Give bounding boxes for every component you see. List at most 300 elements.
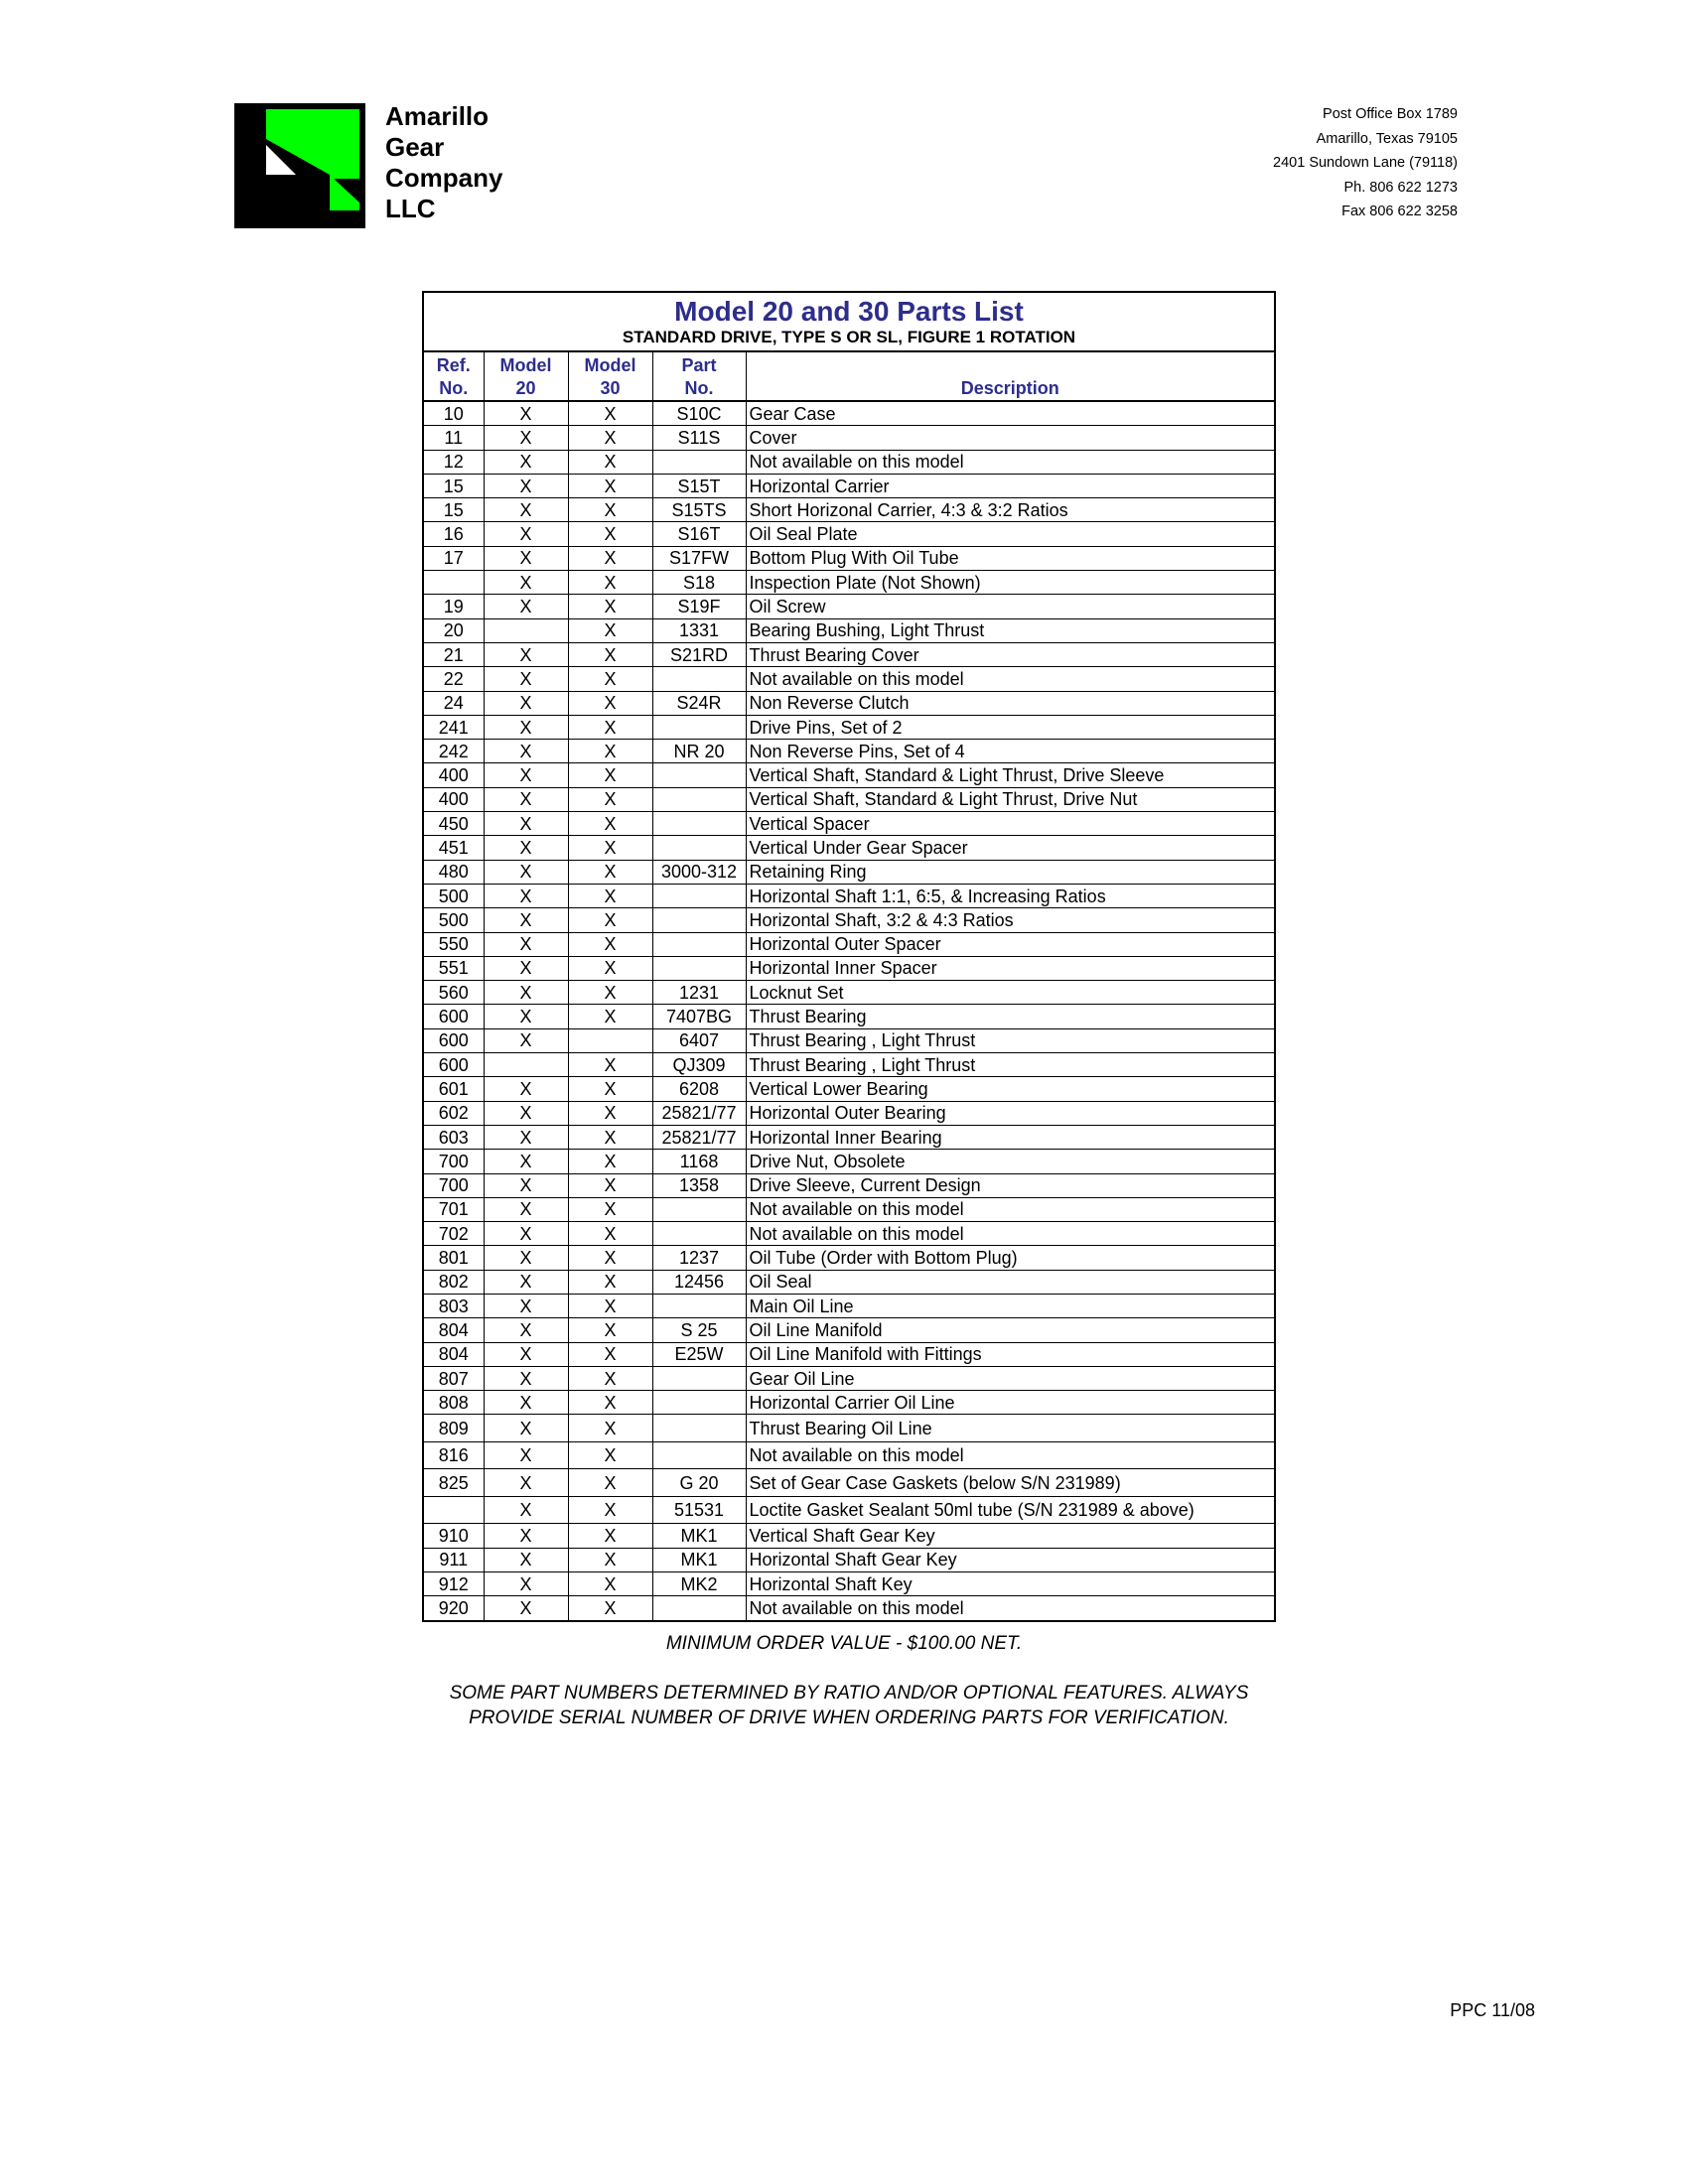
- cell-model-20: X: [484, 860, 568, 884]
- cell-ref-no: 808: [424, 1391, 484, 1415]
- cell-description: Not available on this model: [746, 1197, 1274, 1221]
- cell-ref-no: 702: [424, 1222, 484, 1246]
- table-row: [424, 1318, 1274, 1342]
- cell-description: Main Oil Line: [746, 1294, 1274, 1317]
- cell-model-20: X: [484, 1391, 568, 1415]
- cell-model-20: X: [484, 1125, 568, 1149]
- cell-description: Oil Line Manifold with Fittings: [746, 1342, 1274, 1366]
- cell-model-30: X: [568, 1150, 652, 1173]
- cell-part-no: 1168: [652, 1150, 746, 1173]
- table-row: [424, 836, 1274, 860]
- table-row: [424, 1366, 1274, 1390]
- company-name-line: Amarillo: [385, 101, 490, 131]
- cell-ref-no: 16: [424, 522, 484, 546]
- parts-table-header: [424, 352, 1274, 401]
- header-part-no: Part No.: [652, 352, 746, 401]
- ordering-note-line: SOME PART NUMBERS DETERMINED BY RATIO AND/OR OPTIONAL FEATURES. ALWAYS: [449, 1683, 1249, 1704]
- address-street: 2401 Sundown Lane (79118): [1273, 155, 1458, 171]
- cell-ref-no: 911: [424, 1548, 484, 1571]
- cell-ref-no: 807: [424, 1366, 484, 1390]
- cell-description: Horizontal Carrier: [746, 474, 1274, 497]
- table-row: [424, 1415, 1274, 1442]
- ordering-note: [397, 1681, 1301, 1730]
- cell-description: Retaining Ring: [746, 860, 1274, 884]
- cell-ref-no: 601: [424, 1077, 484, 1101]
- cell-description: Thrust Bearing , Light Thrust: [746, 1053, 1274, 1077]
- cell-part-no: S18: [652, 571, 746, 595]
- cell-model-30: X: [568, 498, 652, 522]
- cell-model-30: X: [568, 618, 652, 642]
- cell-ref-no: 600: [424, 1053, 484, 1077]
- cell-model-30: X: [568, 522, 652, 546]
- cell-model-30: X: [568, 546, 652, 570]
- cell-ref-no: 600: [424, 1005, 484, 1028]
- cell-model-20: X: [484, 1101, 568, 1125]
- address-po-box: Post Office Box 1789: [1323, 106, 1458, 122]
- cell-model-30: X: [568, 932, 652, 956]
- cell-model-30: X: [568, 860, 652, 884]
- cell-part-no: [652, 1222, 746, 1246]
- cell-model-30: X: [568, 836, 652, 860]
- cell-part-no: MK2: [652, 1572, 746, 1596]
- table-row: [424, 1222, 1274, 1246]
- cell-description: Vertical Under Gear Spacer: [746, 836, 1274, 860]
- cell-part-no: [652, 1441, 746, 1469]
- company-name-line: Company: [385, 163, 503, 193]
- cell-part-no: E25W: [652, 1342, 746, 1366]
- cell-ref-no: 803: [424, 1294, 484, 1317]
- table-row: [424, 1524, 1274, 1548]
- table-row: [424, 595, 1274, 618]
- table-row: [424, 546, 1274, 570]
- cell-part-no: [652, 1294, 746, 1317]
- cell-ref-no: 21: [424, 642, 484, 666]
- cell-model-20: X: [484, 787, 568, 811]
- cell-part-no: 1237: [652, 1246, 746, 1270]
- cell-model-20: X: [484, 1496, 568, 1524]
- cell-model-20: X: [484, 642, 568, 666]
- cell-model-20: X: [484, 1197, 568, 1221]
- cell-description: Vertical Spacer: [746, 812, 1274, 836]
- cell-model-20: X: [484, 546, 568, 570]
- cell-part-no: S19F: [652, 595, 746, 618]
- cell-model-30: X: [568, 1173, 652, 1197]
- cell-model-30: X: [568, 740, 652, 763]
- cell-part-no: [652, 1197, 746, 1221]
- cell-ref-no: 17: [424, 546, 484, 570]
- parts-list-title-block: [424, 293, 1274, 352]
- cell-model-20: [484, 618, 568, 642]
- cell-part-no: [652, 715, 746, 739]
- table-row: [424, 1596, 1274, 1620]
- cell-description: Not available on this model: [746, 450, 1274, 474]
- cell-ref-no: 912: [424, 1572, 484, 1596]
- cell-part-no: 12456: [652, 1270, 746, 1294]
- table-row: [424, 1173, 1274, 1197]
- cell-description: Horizontal Shaft Key: [746, 1572, 1274, 1596]
- cell-part-no: 25821/77: [652, 1125, 746, 1149]
- cell-model-20: X: [484, 426, 568, 450]
- table-row: [424, 474, 1274, 497]
- cell-description: Bottom Plug With Oil Tube: [746, 546, 1274, 570]
- cell-model-30: X: [568, 787, 652, 811]
- cell-model-30: X: [568, 426, 652, 450]
- cell-description: Not available on this model: [746, 1441, 1274, 1469]
- cell-description: Thrust Bearing , Light Thrust: [746, 1028, 1274, 1052]
- table-row: [424, 763, 1274, 787]
- table-row: [424, 787, 1274, 811]
- cell-model-20: X: [484, 1318, 568, 1342]
- cell-model-20: X: [484, 1342, 568, 1366]
- minimum-order-note: MINIMUM ORDER VALUE - $100.00 NET.: [665, 1633, 1023, 1654]
- table-row: [424, 981, 1274, 1005]
- cell-ref-no: 500: [424, 908, 484, 932]
- cell-ref-no: 19: [424, 595, 484, 618]
- cell-ref-no: 400: [424, 787, 484, 811]
- table-row: [424, 740, 1274, 763]
- cell-description: Oil Line Manifold: [746, 1318, 1274, 1342]
- cell-ref-no: 450: [424, 812, 484, 836]
- cell-ref-no: 15: [424, 498, 484, 522]
- cell-description: Drive Pins, Set of 2: [746, 715, 1274, 739]
- cell-model-20: X: [484, 715, 568, 739]
- cell-part-no: [652, 956, 746, 980]
- cell-model-30: X: [568, 1222, 652, 1246]
- cell-part-no: 25821/77: [652, 1101, 746, 1125]
- cell-ref-no: 825: [424, 1469, 484, 1497]
- cell-model-30: X: [568, 715, 652, 739]
- cell-ref-no: 550: [424, 932, 484, 956]
- cell-description: Non Reverse Pins, Set of 4: [746, 740, 1274, 763]
- cell-description: Horizontal Outer Bearing: [746, 1101, 1274, 1125]
- table-row: [424, 908, 1274, 932]
- cell-description: Horizontal Inner Spacer: [746, 956, 1274, 980]
- cell-part-no: S21RD: [652, 642, 746, 666]
- ordering-note-line: PROVIDE SERIAL NUMBER OF DRIVE WHEN ORDERING PARTS FOR VERIFICATION.: [469, 1707, 1229, 1728]
- parts-table-body: [424, 401, 1274, 1620]
- cell-model-20: X: [484, 1572, 568, 1596]
- cell-ref-no: 920: [424, 1596, 484, 1620]
- cell-ref-no: 809: [424, 1415, 484, 1442]
- table-row: [424, 642, 1274, 666]
- table-row: [424, 691, 1274, 715]
- cell-model-30: X: [568, 595, 652, 618]
- table-row: [424, 618, 1274, 642]
- company-logo: [234, 103, 365, 228]
- table-row: [424, 932, 1274, 956]
- cell-model-20: X: [484, 981, 568, 1005]
- cell-model-30: X: [568, 1496, 652, 1524]
- table-row: [424, 1294, 1274, 1317]
- cell-model-20: X: [484, 763, 568, 787]
- cell-part-no: S16T: [652, 522, 746, 546]
- cell-part-no: MK1: [652, 1524, 746, 1548]
- address-phone: Ph. 806 622 1273: [1343, 179, 1458, 196]
- cell-description: Oil Tube (Order with Bottom Plug): [746, 1246, 1274, 1270]
- table-row: [424, 1496, 1274, 1524]
- parts-table: [424, 352, 1274, 1620]
- cell-model-20: X: [484, 956, 568, 980]
- cell-part-no: 1358: [652, 1173, 746, 1197]
- cell-model-20: X: [484, 1246, 568, 1270]
- cell-model-20: X: [484, 1294, 568, 1317]
- cell-description: Vertical Shaft, Standard & Light Thrust, Drive Sleeve: [746, 763, 1274, 787]
- cell-part-no: [652, 1391, 746, 1415]
- cell-part-no: [652, 667, 746, 691]
- cell-model-20: X: [484, 884, 568, 907]
- cell-model-30: X: [568, 691, 652, 715]
- cell-model-30: X: [568, 474, 652, 497]
- cell-description: Thrust Bearing Cover: [746, 642, 1274, 666]
- cell-model-30: X: [568, 884, 652, 907]
- cell-description: Horizontal Outer Spacer: [746, 932, 1274, 956]
- cell-description: Oil Seal Plate: [746, 522, 1274, 546]
- cell-model-20: X: [484, 812, 568, 836]
- cell-model-20: X: [484, 1524, 568, 1548]
- table-row: [424, 860, 1274, 884]
- table-row: [424, 571, 1274, 595]
- table-row: [424, 1197, 1274, 1221]
- table-row: [424, 667, 1274, 691]
- cell-part-no: 51531: [652, 1496, 746, 1524]
- cell-ref-no: 804: [424, 1342, 484, 1366]
- cell-part-no: [652, 932, 746, 956]
- table-row: [424, 1246, 1274, 1270]
- cell-model-30: X: [568, 812, 652, 836]
- table-row: [424, 956, 1274, 980]
- address-fax: Fax 806 622 3258: [1341, 204, 1458, 219]
- table-row: [424, 450, 1274, 474]
- table-row: [424, 522, 1274, 546]
- cell-part-no: S 25: [652, 1318, 746, 1342]
- document-code: PPC 11/08: [1450, 2000, 1535, 2020]
- table-row: [424, 401, 1274, 426]
- cell-model-20: X: [484, 1150, 568, 1173]
- cell-model-20: X: [484, 522, 568, 546]
- cell-model-20: X: [484, 595, 568, 618]
- cell-description: Bearing Bushing, Light Thrust: [746, 618, 1274, 642]
- cell-model-30: X: [568, 956, 652, 980]
- cell-ref-no: 802: [424, 1270, 484, 1294]
- cell-model-30: X: [568, 1005, 652, 1028]
- cell-description: Short Horizonal Carrier, 4:3 & 3:2 Ratios: [746, 498, 1274, 522]
- table-row: [424, 426, 1274, 450]
- cell-ref-no: 700: [424, 1150, 484, 1173]
- cell-description: Gear Case: [746, 401, 1274, 426]
- cell-part-no: S11S: [652, 426, 746, 450]
- cell-model-20: X: [484, 1270, 568, 1294]
- cell-description: Horizontal Shaft Gear Key: [746, 1548, 1274, 1571]
- cell-description: Horizontal Carrier Oil Line: [746, 1391, 1274, 1415]
- cell-description: Thrust Bearing Oil Line: [746, 1415, 1274, 1442]
- cell-model-20: X: [484, 401, 568, 426]
- cell-model-30: X: [568, 1101, 652, 1125]
- cell-model-30: X: [568, 571, 652, 595]
- cell-model-30: X: [568, 1077, 652, 1101]
- cell-ref-no: 701: [424, 1197, 484, 1221]
- company-name: [385, 101, 502, 224]
- cell-model-30: X: [568, 401, 652, 426]
- cell-description: Vertical Shaft Gear Key: [746, 1524, 1274, 1548]
- cell-part-no: [652, 1596, 746, 1620]
- cell-model-30: X: [568, 1246, 652, 1270]
- cell-description: Thrust Bearing: [746, 1005, 1274, 1028]
- cell-ref-no: 22: [424, 667, 484, 691]
- parts-list-subtitle: STANDARD DRIVE, TYPE S OR SL, FIGURE 1 ROTATION: [622, 328, 1076, 346]
- cell-model-20: X: [484, 1469, 568, 1497]
- cell-model-30: X: [568, 1342, 652, 1366]
- table-row: [424, 1005, 1274, 1028]
- cell-model-30: X: [568, 1415, 652, 1442]
- cell-ref-no: 24: [424, 691, 484, 715]
- cell-description: Gear Oil Line: [746, 1366, 1274, 1390]
- table-row: [424, 884, 1274, 907]
- cell-ref-no: 600: [424, 1028, 484, 1052]
- cell-part-no: G 20: [652, 1469, 746, 1497]
- cell-model-20: X: [484, 836, 568, 860]
- cell-ref-no: 801: [424, 1246, 484, 1270]
- cell-ref-no: 10: [443, 403, 464, 424]
- cell-part-no: S10C: [652, 401, 746, 426]
- cell-description: Horizontal Shaft, 3:2 & 4:3 Ratios: [746, 908, 1274, 932]
- table-row: [424, 1270, 1274, 1294]
- cell-model-20: X: [484, 474, 568, 497]
- cell-part-no: 7407BG: [652, 1005, 746, 1028]
- cell-part-no: 1231: [652, 981, 746, 1005]
- cell-ref-no: 241: [424, 715, 484, 739]
- address-city: Amarillo, Texas 79105: [1316, 130, 1458, 147]
- cell-model-30: X: [568, 981, 652, 1005]
- cell-part-no: QJ309: [652, 1053, 746, 1077]
- cell-model-20: X: [484, 1415, 568, 1442]
- cell-ref-no: 603: [424, 1125, 484, 1149]
- cell-ref-no: 910: [424, 1524, 484, 1548]
- cell-description: Inspection Plate (Not Shown): [746, 571, 1274, 595]
- company-name-line: LLC: [385, 194, 436, 223]
- cell-model-30: X: [568, 1270, 652, 1294]
- cell-part-no: S17FW: [652, 546, 746, 570]
- cell-model-30: X: [568, 1294, 652, 1317]
- cell-description: Vertical Lower Bearing: [746, 1077, 1274, 1101]
- cell-model-30: X: [568, 1524, 652, 1548]
- table-row: [424, 1101, 1274, 1125]
- cell-ref-no: [424, 571, 484, 595]
- table-row: [424, 1053, 1274, 1077]
- cell-part-no: MK1: [652, 1548, 746, 1571]
- cell-model-20: X: [484, 932, 568, 956]
- cell-description: Locknut Set: [746, 981, 1274, 1005]
- cell-model-30: X: [568, 1469, 652, 1497]
- cell-model-30: X: [568, 908, 652, 932]
- cell-ref-no: 20: [424, 618, 484, 642]
- cell-model-30: X: [568, 1125, 652, 1149]
- cell-model-20: X: [484, 1005, 568, 1028]
- cell-part-no: [652, 1366, 746, 1390]
- cell-part-no: [652, 836, 746, 860]
- cell-model-30: X: [568, 667, 652, 691]
- cell-model-20: X: [484, 740, 568, 763]
- cell-part-no: NR 20: [652, 740, 746, 763]
- table-row: [424, 1150, 1274, 1173]
- cell-part-no: S15T: [652, 474, 746, 497]
- cell-description: Vertical Shaft, Standard & Light Thrust, Drive Nut: [746, 787, 1274, 811]
- cell-description: Not available on this model: [746, 1596, 1274, 1620]
- cell-description: Horizontal Shaft 1:1, 6:5, & Increasing Ratios: [746, 884, 1274, 907]
- cell-model-30: X: [568, 1548, 652, 1571]
- cell-model-30: X: [568, 1053, 652, 1077]
- cell-part-no: [652, 812, 746, 836]
- cell-description: Horizontal Inner Bearing: [746, 1125, 1274, 1149]
- company-address: [1273, 102, 1458, 224]
- parts-list: [422, 291, 1276, 1622]
- header-ref-no: Ref. No.: [424, 352, 484, 401]
- table-row: [424, 1077, 1274, 1101]
- cell-ref-no: 11: [424, 426, 484, 450]
- cell-model-30: X: [568, 642, 652, 666]
- cell-part-no: [652, 1415, 746, 1442]
- table-row: [424, 1125, 1274, 1149]
- cell-ref-no: 551: [424, 956, 484, 980]
- cell-part-no: S15TS: [652, 498, 746, 522]
- cell-ref-no: 12: [424, 450, 484, 474]
- cell-part-no: [652, 763, 746, 787]
- table-row: [424, 812, 1274, 836]
- parts-list-title: Model 20 and 30 Parts List: [674, 296, 1024, 327]
- table-row: [424, 1342, 1274, 1366]
- cell-model-30: X: [568, 1318, 652, 1342]
- table-row: [424, 1469, 1274, 1497]
- cell-ref-no: 602: [424, 1101, 484, 1125]
- cell-ref-no: 500: [424, 884, 484, 907]
- cell-description: Cover: [746, 426, 1274, 450]
- cell-part-no: 6407: [652, 1028, 746, 1052]
- cell-model-20: [484, 1053, 568, 1077]
- cell-description: Drive Nut, Obsolete: [746, 1150, 1274, 1173]
- company-name-line: Gear: [385, 132, 445, 162]
- cell-part-no: 3000-312: [652, 860, 746, 884]
- cell-ref-no: 480: [424, 860, 484, 884]
- cell-model-20: X: [484, 1441, 568, 1469]
- cell-model-20: X: [484, 1596, 568, 1620]
- cell-model-30: X: [568, 763, 652, 787]
- cell-model-30: X: [568, 1441, 652, 1469]
- cell-ref-no: 15: [424, 474, 484, 497]
- cell-description: Not available on this model: [746, 667, 1274, 691]
- cell-ref-no: 804: [424, 1318, 484, 1342]
- table-row: [424, 1028, 1274, 1052]
- cell-part-no: 6208: [652, 1077, 746, 1101]
- cell-model-30: X: [568, 450, 652, 474]
- cell-part-no: [652, 908, 746, 932]
- cell-model-20: X: [484, 667, 568, 691]
- cell-model-20: X: [484, 498, 568, 522]
- cell-model-30: [568, 1028, 652, 1052]
- cell-ref-no: [424, 1496, 484, 1524]
- cell-model-20: X: [484, 450, 568, 474]
- cell-description: Non Reverse Clutch: [746, 691, 1274, 715]
- header-model-30: Model 30: [568, 352, 652, 401]
- cell-part-no: [652, 884, 746, 907]
- cell-model-20: X: [484, 571, 568, 595]
- cell-part-no: S24R: [652, 691, 746, 715]
- cell-model-30: X: [568, 1391, 652, 1415]
- cell-description: Drive Sleeve, Current Design: [746, 1173, 1274, 1197]
- cell-ref-no: 400: [424, 763, 484, 787]
- cell-ref-no: 242: [424, 740, 484, 763]
- cell-description: Oil Screw: [746, 595, 1274, 618]
- table-row: [424, 715, 1274, 739]
- cell-model-30: X: [568, 1596, 652, 1620]
